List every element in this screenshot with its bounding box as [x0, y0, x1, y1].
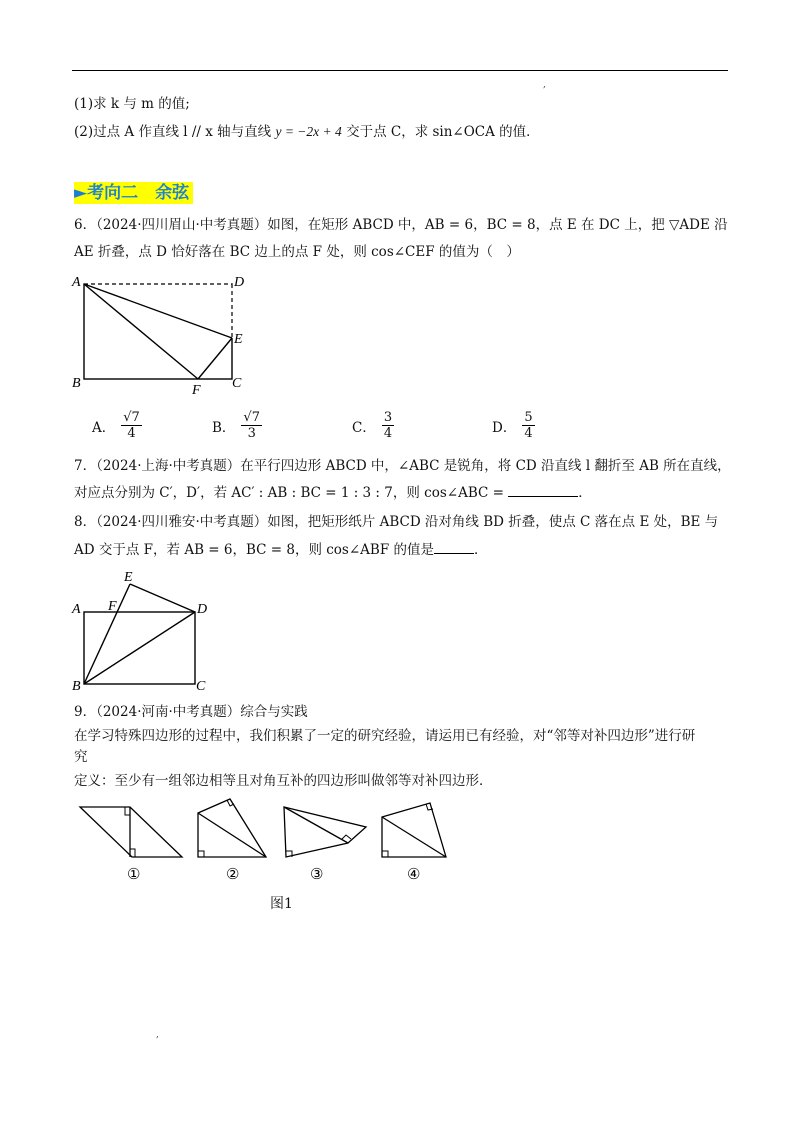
option-c-fraction	[382, 410, 394, 441]
label-2: ②	[226, 867, 240, 883]
label-a-q8: A	[72, 602, 81, 617]
part-2-text-a: (2)过点 A 作直线 l // x 轴与直线	[74, 124, 276, 140]
option-a-num: √7	[123, 410, 140, 425]
label-4: ④	[407, 867, 421, 883]
option-b-num: √7	[243, 410, 260, 425]
label-1: ①	[127, 867, 141, 883]
question-8-line-2	[74, 541, 488, 559]
option-b-fraction	[241, 410, 262, 441]
question-8-line-1: 8．（2024·四川雅安·中考真题）如图，把矩形纸片 ABCD 沿对角线 BD 折叠，使点 C 落在点 E 处，BE 与	[74, 514, 719, 530]
label-f-q8: F	[108, 599, 117, 614]
segment-ed	[130, 584, 195, 612]
option-b-den: 3	[247, 426, 256, 441]
question-8-figure	[68, 566, 228, 696]
option-d-fraction	[522, 410, 534, 441]
label-e: E	[234, 332, 243, 347]
option-b[interactable]	[212, 410, 262, 441]
figure-1-quadrilaterals	[70, 795, 490, 895]
question-8-end: ．	[474, 542, 488, 558]
answer-blank-q8[interactable]	[434, 541, 474, 554]
segment-ae	[84, 284, 232, 338]
question-7-line-1: 7．（2024·上海·中考真题）在平行四边形 ABCD 中，∠ABC 是锐角，将 CD 沿直线 l 翻折至 AB 所在直线，	[74, 458, 731, 474]
part-2-text-b: 交于点 C，求 sin∠OCA 的值．	[341, 124, 540, 140]
option-d[interactable]	[492, 410, 535, 441]
question-5-part-1: (1)求 k 与 m 的值;	[74, 96, 190, 112]
label-c-q8: C	[196, 679, 206, 694]
label-f: F	[192, 383, 201, 398]
option-a-letter: A．	[92, 419, 116, 436]
question-7-line-2	[74, 484, 592, 502]
segment-af	[84, 284, 198, 379]
label-d-q8: D	[197, 602, 208, 617]
option-d-num: 5	[524, 410, 533, 425]
option-c-den: 4	[383, 426, 393, 441]
figure-caption: 图1	[270, 896, 293, 912]
label-b: B	[72, 376, 81, 391]
question-7-end: ．	[578, 485, 592, 501]
label-d: D	[234, 275, 245, 290]
option-c-letter: C．	[352, 419, 376, 436]
header-rule	[72, 70, 728, 71]
label-e-q8: E	[124, 570, 133, 585]
quad-3	[284, 807, 366, 883]
quad-2	[198, 799, 266, 883]
label-c: C	[232, 376, 242, 391]
question-6-line-2: AE 折叠，点 D 恰好落在 BC 边上的点 F 处，则 cos∠CEF 的值为（ ）	[74, 244, 520, 260]
quad-1	[80, 807, 182, 883]
question-9-line-2: 在学习特殊四边形的过程中，我们积累了一定的研究经验，请运用已有经验，对“邻等对补四边形”进行研	[74, 728, 696, 744]
answer-blank-q7[interactable]	[508, 484, 578, 497]
question-5-part-2	[74, 123, 540, 141]
dot-mark-bottom: ,	[156, 1030, 159, 1040]
option-a-fraction	[121, 410, 142, 441]
quad-4	[382, 803, 446, 883]
dot-mark: ,	[543, 80, 546, 90]
question-8-text: AD 交于点 F，若 AB = 6，BC = 8，则 cos∠ABF 的值是	[74, 542, 434, 558]
label-b-q8: B	[72, 679, 81, 694]
question-6-line-1: 6．（2024·四川眉山·中考真题）如图，在矩形 ABCD 中，AB = 6，BC = 8，点 E 在 DC 上，把 ▽ADE 沿	[74, 217, 728, 233]
question-9-line-4: 定义：至少有一组邻边相等且对角互补的四边形叫做邻等对补四边形．	[74, 773, 493, 789]
option-b-letter: B．	[212, 419, 236, 436]
option-a[interactable]	[92, 410, 142, 441]
option-c[interactable]	[352, 410, 394, 441]
question-6-figure	[68, 268, 258, 398]
segment-fe	[198, 338, 232, 379]
option-d-den: 4	[524, 426, 533, 441]
label-3: ③	[310, 867, 324, 883]
option-d-letter: D．	[492, 419, 517, 436]
question-7-text: 对应点分别为 C′，D′，若 AC′ : AB : BC = 1 : 3 : 7，则 cos∠ABC =	[74, 485, 509, 501]
line-equation: y = −2x + 4	[275, 124, 342, 139]
option-c-num: 3	[383, 410, 393, 425]
section-heading: ►考向二 余弦	[74, 182, 193, 204]
option-a-den: 4	[127, 426, 136, 441]
question-9-line-3: 究	[74, 749, 88, 765]
label-a: A	[72, 275, 81, 290]
question-9-line-1: 9．（2024·河南·中考真题）综合与实践	[74, 704, 308, 720]
